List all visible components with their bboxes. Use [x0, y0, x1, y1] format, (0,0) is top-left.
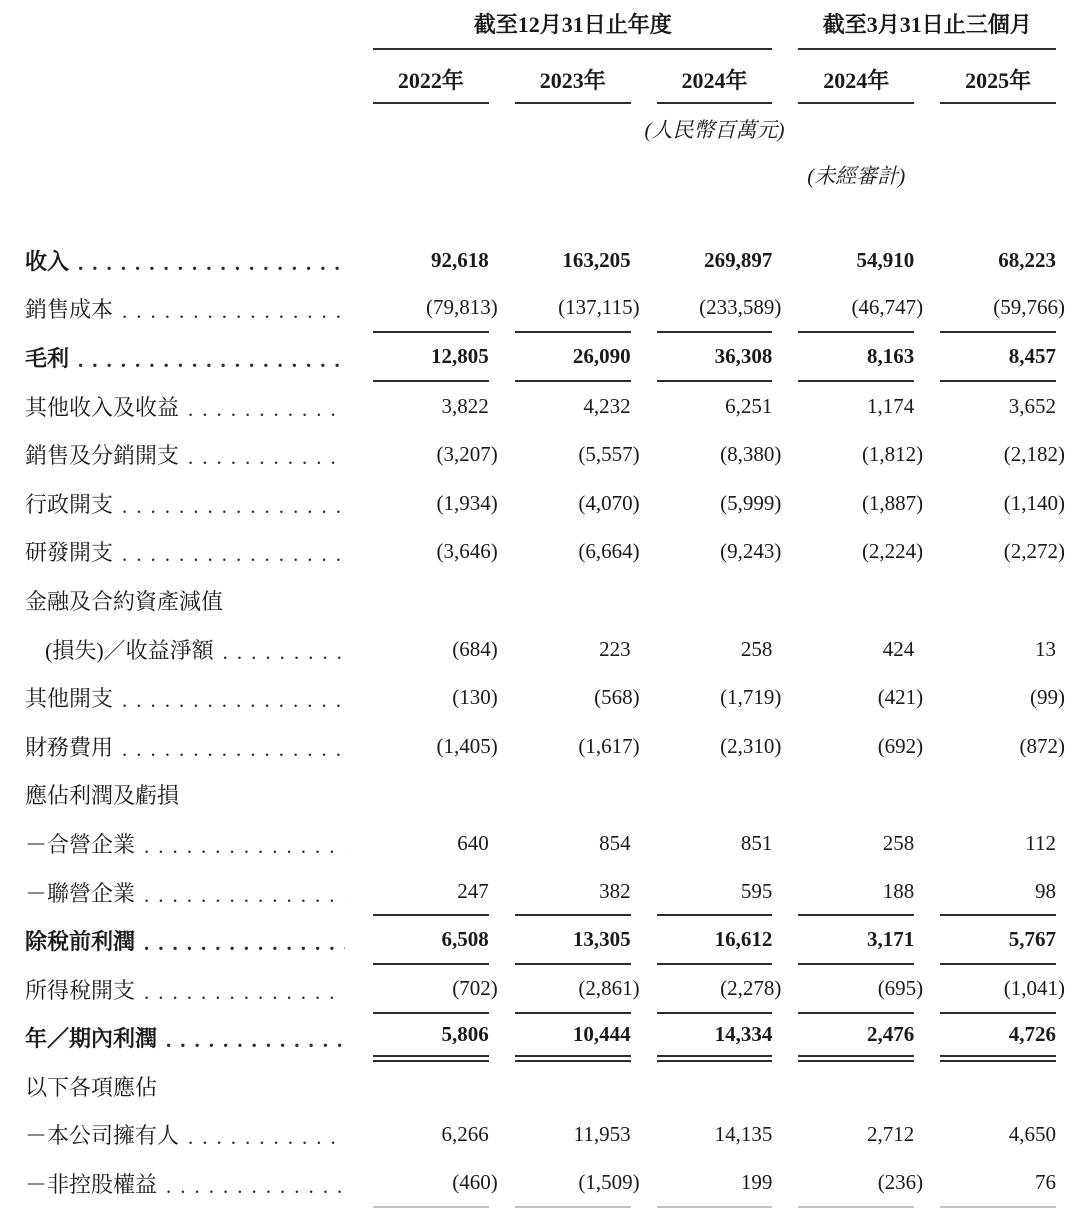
value: (233,589): [699, 295, 782, 320]
col-group-year-ended-dec31: 截至12月31日止年度: [373, 8, 772, 50]
value-cell: [657, 1014, 773, 1063]
value: 188: [882, 878, 915, 903]
value: 4,232: [583, 393, 631, 418]
table-row: [0, 868, 1080, 917]
column-header: 2024年: [798, 50, 914, 104]
value-cell: [515, 1014, 631, 1063]
value: (684): [452, 636, 498, 661]
value-cell: [657, 819, 773, 868]
value-cell: [657, 333, 773, 382]
row-label-cell: [25, 528, 347, 577]
table-row: [0, 819, 1080, 868]
value-cell: [373, 285, 498, 334]
value: 12,805: [431, 343, 489, 368]
table-row: [0, 285, 1080, 334]
value: (46,747): [851, 295, 924, 320]
dot-leader: [122, 733, 345, 760]
dot-leader: [78, 344, 345, 371]
value-cell: [373, 965, 498, 1014]
value: 11,953: [573, 1122, 631, 1147]
value-cell: [373, 916, 489, 965]
value-cell: [657, 916, 773, 965]
row-label: 以下各項應佔: [25, 1074, 158, 1100]
value-cell: [657, 722, 782, 771]
value: (9,243): [720, 539, 782, 564]
value: 854: [599, 830, 631, 855]
value-cell: [940, 333, 1056, 382]
dot-leader: [122, 538, 345, 565]
value-cell: [940, 916, 1056, 965]
value: (2,272): [1003, 539, 1065, 564]
unit-note-row: [0, 104, 1080, 144]
row-label-cell: [25, 916, 347, 965]
value-cell: [940, 479, 1065, 528]
value-cell: [798, 673, 924, 722]
value-cell: [657, 673, 782, 722]
dot-leader: [78, 247, 345, 274]
table-body: [0, 236, 1080, 1208]
value: 4,726: [1008, 1021, 1056, 1046]
row-label: 金融及合約資產減值: [25, 588, 224, 614]
value: 54,910: [856, 247, 915, 272]
value: 112: [1025, 830, 1056, 855]
value: 5,767: [1008, 927, 1056, 952]
value-cell: [515, 479, 640, 528]
dot-leader: [144, 976, 345, 1003]
table-row: [0, 1062, 1080, 1111]
row-label: 其他開支: [25, 686, 114, 712]
value: (137,115): [558, 295, 640, 320]
value: 199: [740, 1170, 773, 1195]
value-cell: [515, 965, 640, 1014]
value-cell: [798, 285, 924, 334]
value: 98: [1035, 878, 1056, 903]
value-cell: [373, 479, 498, 528]
value: (236): [877, 1170, 924, 1195]
value: (692): [877, 733, 924, 758]
header-body-gap: [0, 190, 1080, 236]
value-cell: [515, 528, 640, 577]
value: (2,224): [861, 539, 924, 564]
value: 8,457: [1008, 343, 1056, 368]
value-cell: [657, 868, 773, 917]
value: (1,140): [1003, 490, 1065, 515]
row-label: 收入: [25, 248, 70, 274]
table-row: [0, 673, 1080, 722]
value-cell: [657, 965, 782, 1014]
value-cell: [657, 528, 782, 577]
value-cell: [798, 382, 914, 431]
value-cell: [657, 1159, 773, 1208]
value: 163,205: [562, 247, 631, 272]
value-cell: [515, 1111, 631, 1160]
column-header-row: [0, 50, 1080, 104]
value-cell: [940, 965, 1065, 1014]
value: (1,934): [436, 490, 498, 515]
value: 5,806: [441, 1021, 489, 1046]
value-cell: [373, 625, 498, 674]
audit-note-row: [0, 144, 1080, 190]
value-cell: [657, 430, 782, 479]
row-label: 除稅前利潤: [25, 929, 136, 955]
row-label: 毛利: [25, 345, 70, 371]
value: (568): [594, 685, 640, 710]
dot-leader: [122, 490, 345, 517]
row-label-cell: [25, 1111, 347, 1160]
dot-leader: [122, 684, 345, 711]
value-cell: [657, 625, 773, 674]
value: 14,334: [714, 1021, 773, 1046]
value: (702): [452, 975, 498, 1000]
row-label: 行政開支: [25, 491, 114, 517]
unaudited-note: (未經審計): [807, 164, 906, 188]
value-cell: [940, 285, 1065, 334]
value-cell: [515, 236, 631, 285]
table-row: [0, 479, 1080, 528]
row-label: －非控股權益: [25, 1172, 158, 1198]
dot-leader: [188, 1121, 345, 1148]
row-label-cell: [25, 285, 347, 334]
value: 16,612: [714, 927, 773, 952]
value: (2,278): [720, 975, 782, 1000]
value-cell: [940, 382, 1056, 431]
value-cell: [798, 916, 914, 965]
value-cell: [373, 430, 498, 479]
row-label: 財務費用: [25, 734, 114, 760]
col-group-three-months-ended-mar31: 截至3月31日止三個月: [798, 8, 1056, 50]
row-label-cell: [25, 1159, 347, 1208]
value: 1,174: [866, 393, 915, 418]
value: 2,712: [866, 1122, 915, 1147]
value: (59,766): [993, 295, 1065, 320]
column-header: 2025年: [940, 50, 1056, 104]
value: (872): [1019, 733, 1065, 758]
value: 382: [599, 878, 631, 903]
dot-leader: [122, 295, 345, 322]
dot-leader: [188, 393, 345, 420]
table-row: [0, 625, 1080, 674]
row-label: －聯營企業: [25, 880, 136, 906]
value-cell: [798, 430, 924, 479]
table-row: [0, 382, 1080, 431]
row-label-cell: [25, 965, 347, 1014]
value-cell: [373, 673, 498, 722]
value: 36,308: [714, 343, 773, 368]
value-cell: [940, 819, 1056, 868]
row-label-cell: [25, 430, 347, 479]
value: (1,887): [861, 490, 924, 515]
row-label: －合營企業: [25, 831, 136, 857]
row-label: 研發開支: [25, 540, 114, 566]
row-label: 其他收入及收益: [25, 394, 180, 420]
dot-leader: [166, 1170, 345, 1197]
dot-leader: [223, 636, 345, 663]
value: (421): [877, 685, 924, 710]
row-label-cell: [25, 819, 347, 868]
row-label: －本公司擁有人: [25, 1123, 180, 1149]
row-label-cell: [25, 1014, 347, 1063]
value-cell: [940, 1014, 1056, 1063]
table-row: [0, 965, 1080, 1014]
row-label-cell: [25, 625, 347, 674]
value-cell: [798, 1159, 924, 1208]
value: 6,251: [725, 393, 773, 418]
header-group-row: [0, 8, 1080, 50]
value: 6,266: [441, 1122, 489, 1147]
value-cell: [798, 479, 924, 528]
value-cell: [940, 528, 1065, 577]
value-cell: [515, 625, 631, 674]
value-cell: [515, 819, 631, 868]
value-cell: [798, 528, 924, 577]
value-cell: [940, 722, 1065, 771]
value-cell: [657, 236, 773, 285]
value: (460): [452, 1170, 498, 1195]
value-cell: [798, 1014, 914, 1063]
column-header: 2022年: [373, 50, 489, 104]
value: 68,223: [998, 247, 1056, 272]
value-cell: [940, 236, 1056, 285]
value: (5,557): [578, 442, 640, 467]
value-cell: [940, 625, 1056, 674]
value-cell: [657, 285, 782, 334]
value: (130): [452, 685, 498, 710]
value: 8,163: [866, 343, 915, 368]
table-row: [0, 333, 1080, 382]
value: (1,509): [578, 1170, 640, 1195]
table-row: [0, 236, 1080, 285]
value: (6,664): [578, 539, 640, 564]
table-row: [0, 430, 1080, 479]
row-label-cell: [25, 1062, 347, 1111]
row-label: 所得稅開支: [25, 977, 136, 1003]
value: 4,650: [1008, 1122, 1056, 1147]
value-cell: [657, 1111, 773, 1160]
value-cell: [657, 382, 773, 431]
value: (1,617): [578, 733, 640, 758]
value-cell: [515, 333, 631, 382]
row-label: 銷售及分銷開支: [25, 443, 180, 469]
value-cell: [373, 528, 498, 577]
value: 223: [599, 636, 631, 661]
value-cell: [940, 673, 1065, 722]
table-row: [0, 1111, 1080, 1160]
value-cell: [373, 1014, 489, 1063]
value-cell: [940, 1111, 1056, 1160]
row-label: 銷售成本: [25, 297, 114, 323]
value: 3,652: [1008, 393, 1056, 418]
value-cell: [798, 333, 914, 382]
value-cell: [373, 382, 489, 431]
row-label-cell: [25, 868, 347, 917]
value-cell: [798, 722, 924, 771]
row-label: 應佔利潤及虧損: [25, 783, 180, 809]
value: 269,897: [704, 247, 773, 272]
value-cell: [798, 965, 924, 1014]
value-cell: [373, 236, 489, 285]
value: 247: [457, 878, 489, 903]
value-cell: [515, 916, 631, 965]
value: (695): [877, 975, 924, 1000]
table-row: [0, 528, 1080, 577]
table-row: [0, 722, 1080, 771]
row-label-cell: [25, 722, 347, 771]
value: (1,719): [720, 685, 782, 710]
column-header: 2023年: [515, 50, 631, 104]
dot-leader: [144, 879, 345, 906]
value: 3,171: [866, 927, 915, 952]
row-label-cell: [25, 576, 347, 625]
table-row: [0, 1014, 1080, 1063]
value: (8,380): [720, 442, 782, 467]
value: 6,508: [441, 927, 489, 952]
value: 92,618: [431, 247, 489, 272]
value-cell: [940, 868, 1056, 917]
value: 640: [457, 830, 489, 855]
value: 851: [740, 830, 773, 855]
value: (3,207): [436, 442, 498, 467]
value: 258: [882, 830, 915, 855]
dot-leader: [188, 441, 345, 468]
value-cell: [515, 868, 631, 917]
value-cell: [798, 625, 914, 674]
row-label-cell: [25, 333, 347, 382]
table-row: [0, 1159, 1080, 1208]
value: (4,070): [578, 490, 640, 515]
value-cell: [515, 285, 640, 334]
row-label-cell: [25, 479, 347, 528]
value: (3,646): [436, 539, 498, 564]
value-cell: [373, 1159, 498, 1208]
dot-leader: [144, 830, 345, 857]
currency-unit-note: (人民幣百萬元): [644, 118, 785, 142]
value: 595: [740, 878, 773, 903]
value-cell: [940, 430, 1065, 479]
value: (2,861): [578, 975, 640, 1000]
table-row: [0, 771, 1080, 820]
value-cell: [798, 236, 914, 285]
table-row: [0, 916, 1080, 965]
value: 76: [1035, 1170, 1056, 1195]
value: (2,182): [1003, 442, 1065, 467]
value-cell: [798, 1111, 914, 1160]
value-cell: [373, 722, 498, 771]
value: 424: [882, 636, 915, 661]
value-cell: [798, 819, 914, 868]
value-cell: [515, 1159, 640, 1208]
value: 13,305: [572, 927, 631, 952]
row-label-cell: [25, 673, 347, 722]
row-label: 年／期內利潤: [25, 1026, 158, 1052]
value: 258: [740, 636, 773, 661]
value: 10,444: [572, 1021, 631, 1046]
value-cell: [515, 722, 640, 771]
value: 13: [1035, 636, 1056, 661]
value: 14,135: [714, 1122, 773, 1147]
row-label-cell: [25, 382, 347, 431]
table-row: [0, 576, 1080, 625]
value: (1,812): [861, 442, 924, 467]
value: 3,822: [441, 393, 489, 418]
value-cell: [515, 673, 640, 722]
value-cell: [515, 382, 631, 431]
value: (79,813): [426, 295, 498, 320]
value: 26,090: [572, 343, 631, 368]
value-cell: [373, 819, 489, 868]
value: (5,999): [720, 490, 782, 515]
value: (1,041): [1003, 975, 1065, 1000]
row-label-cell: [25, 771, 347, 820]
value: (1,405): [436, 733, 498, 758]
value-cell: [373, 868, 489, 917]
value: (99): [1030, 685, 1065, 710]
value-cell: [373, 1111, 489, 1160]
dot-leader: [144, 927, 345, 954]
column-header: 2024年: [657, 50, 773, 104]
value-cell: [940, 1159, 1056, 1208]
row-label-cell: [25, 236, 347, 285]
value: (2,310): [720, 733, 782, 758]
dot-leader: [166, 1024, 345, 1051]
value-cell: [657, 479, 782, 528]
value-cell: [515, 430, 640, 479]
value-cell: [798, 868, 914, 917]
value: 2,476: [866, 1021, 915, 1046]
value-cell: [373, 333, 489, 382]
row-label: (損失)／收益淨額: [45, 637, 214, 663]
